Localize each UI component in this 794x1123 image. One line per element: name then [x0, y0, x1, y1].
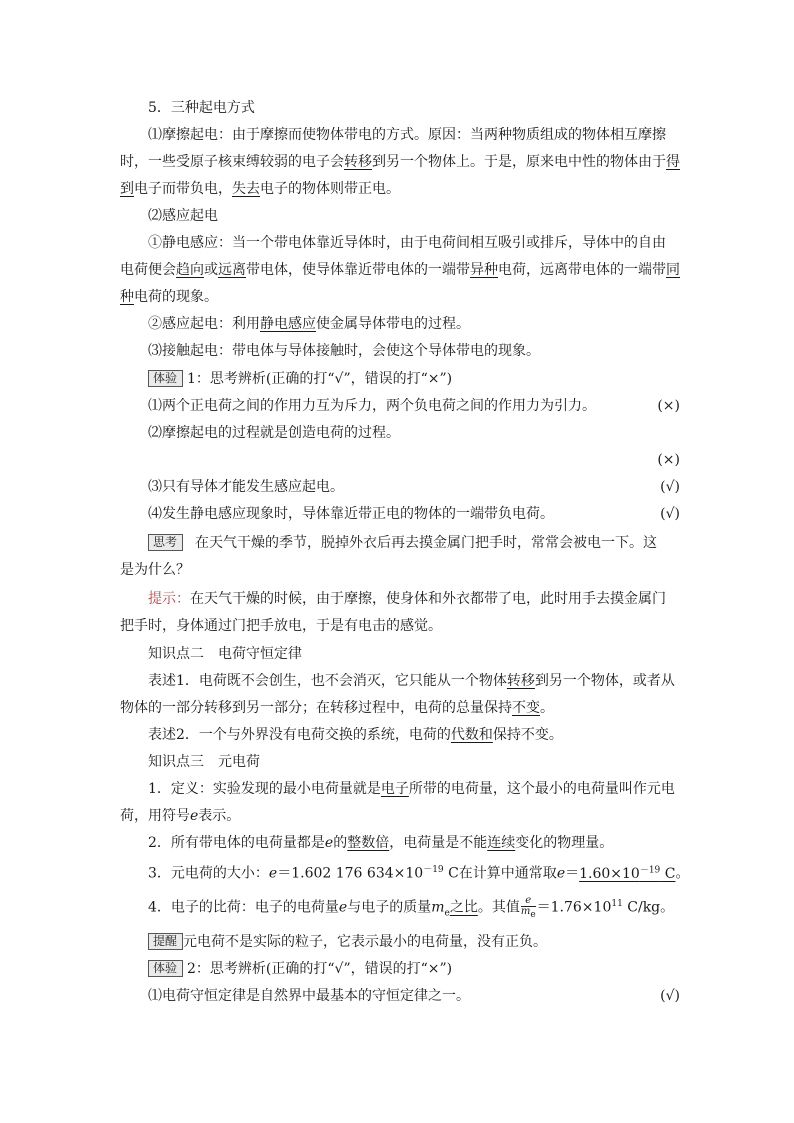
paragraph-friction-line3: 到电子而带负电，失去电子的物体则带正电。: [120, 181, 400, 197]
k3-definition-line2: 荷，用符号e表示。: [120, 808, 241, 824]
answer-underline: 种: [120, 289, 134, 305]
answer-underline: 趋向: [176, 262, 204, 278]
think-hint-line2: 把手时，身体通过门把手放电，于是有电击的感觉。: [120, 618, 442, 634]
answer-underline: 转移: [506, 673, 535, 689]
answer-underline: 不变: [512, 700, 540, 716]
answer-underline: $1.60\times 10^{-19}$ C: [579, 865, 676, 882]
experience-1-heading: 体验 1：思考辨析(正确的打“√”，错误的打“×”): [148, 368, 708, 390]
answer-underline: 得: [666, 154, 680, 170]
k2-statement-2: 表述2．一个与外界没有电荷交换的系统，电荷的代数和保持不变。: [148, 727, 563, 743]
experience-2-heading: 体验 2：思考辨析(正确的打“√”，错误的打“×”): [148, 958, 708, 980]
k3-item-4: 4．电子的比荷：电子的电荷量e与电子的质量$m_e$之比。其值 $\frac{e}{m_e}$ $=1.76\times 10^{11}$ C/kg。: [148, 894, 675, 920]
experience-tag: 体验: [148, 370, 183, 387]
answer-underline: 失去: [232, 181, 260, 197]
answer-underline: 之比: [449, 899, 478, 916]
answer-underline: 远离: [218, 262, 246, 278]
k3-item-2: 2．所有带电体的电荷量都是e的整数倍，电荷量是不能连续变化的物理量。: [148, 835, 614, 851]
think-question-line1: 思考 在天气干燥的季节，脱掉外衣后再去摸金属门把手时，常常会被电一下。这: [148, 532, 708, 554]
experience-1-item-1: ⑴两个正电荷之间的作用力互为斥力，两个负电荷之间的作用力为引力。 (×): [148, 395, 680, 417]
think-tag: 思考: [148, 534, 183, 551]
k3-item-3: 3．元电荷的大小：e＝1.602 176 $634\times 10^{-19}$ C在计算中通常取$e=1.60\times 10^{-19}$ C。: [148, 865, 690, 882]
experience-1-item-4: ⑷发生静电感应现象时，导体靠近带正电的物体的一端带负电荷。 (√): [148, 503, 680, 525]
remind-note: 提醒 元电荷不是实际的粒子，它表示最小的电荷量，没有正负。: [148, 931, 708, 953]
answer-mark: (×): [657, 398, 680, 414]
paragraph-contact-charging: ⑶接触起电：带电体与导体接触时，会使这个导体带电的现象。: [148, 343, 540, 359]
paragraph-static-induction-line3: 种电荷的现象。: [120, 289, 218, 305]
answer-underline: 静电感应: [260, 316, 316, 332]
think-hint-line1: 提示：在天气干燥的时候，由于摩擦，使身体和外衣都带了电，此时用手去摸金属门: [148, 591, 666, 607]
knowledge-point-3-title: 知识点三 元电荷: [148, 754, 260, 770]
section-title: 5．三种起电方式: [148, 100, 255, 116]
answer-underline: 转移: [344, 154, 372, 170]
answer-underline: 电子: [380, 781, 409, 797]
experience-2-item-1: ⑴电荷守恒定律是自然界中最基本的守恒定律之一。 (√): [148, 985, 680, 1007]
hint-label: 提示：: [148, 591, 190, 607]
fraction-e-over-me: $\frac{e}{m_e}$: [520, 894, 536, 920]
answer-mark: (×): [657, 452, 680, 468]
answer-underline: 异种: [470, 262, 498, 278]
answer-underline: 连续: [487, 835, 516, 851]
answer-mark: (√): [660, 479, 680, 495]
answer-underline: 到: [120, 181, 134, 197]
answer-underline: 代数和: [450, 727, 493, 743]
experience-tag: 体验: [148, 960, 183, 977]
paragraph-friction-line2: 时，一些受原子核束缚较弱的电子会转移到另一个物体上。于是，原来电中性的物体由于得: [120, 154, 680, 170]
paragraph-static-induction-line1: ①静电感应：当一个带电体靠近导体时，由于电荷间相互吸引或排斥，导体中的自由: [148, 235, 666, 251]
paragraph-static-induction-line2: 电荷便会趋向或远离带电体，使导体靠近带电体的一端带异种电荷，远离带电体的一端带同: [120, 262, 680, 278]
answer-underline: 同: [666, 262, 680, 278]
k2-statement-1-line2: 物体的一部分转移到另一部分；在转移过程中，电荷的总量保持不变。: [120, 700, 554, 716]
answer-mark: (√): [660, 506, 680, 522]
k2-statement-1-line1: 表述1．电荷既不会创生，也不会消灭，它只能从一个物体转移到另一个物体，或者从: [148, 673, 675, 689]
remind-tag: 提醒: [148, 933, 183, 950]
think-question-line2: 是为什么？: [120, 562, 190, 578]
paragraph-induction-title: ⑵感应起电: [148, 208, 218, 224]
experience-1-item-3: ⑶只有导体才能发生感应起电。 (√): [148, 476, 680, 498]
knowledge-point-2-title: 知识点二 电荷守恒定律: [148, 646, 302, 662]
answer-mark: (√): [660, 988, 680, 1004]
answer-underline: 整数倍: [347, 835, 390, 851]
paragraph-friction-line1: ⑴摩擦起电：由于摩擦而使物体带电的方式。原因：当两种物质组成的物体相互摩擦: [148, 127, 666, 143]
k3-definition-line1: 1．定义：实验发现的最小电荷量就是电子所带的电荷量，这个最小的电荷量叫作元电: [148, 781, 675, 797]
experience-1-item-2: ⑵摩擦起电的过程就是创造电荷的过程。: [148, 425, 400, 441]
paragraph-induction-charging: ②感应起电：利用静电感应使金属导体带电的过程。: [148, 316, 470, 332]
